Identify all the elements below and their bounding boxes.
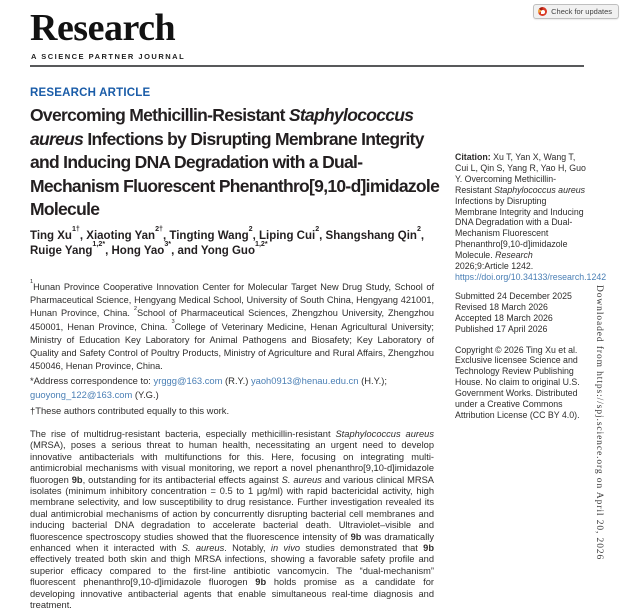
correspondence-note: *Address correspondence to: yrggg@163.com (R.Y.) yaoh0913@henau.edu.cn (H.Y.); guoyong_122@163.com (Y.G.) bbox=[30, 375, 387, 400]
equal-contribution-note: †These authors contributed equally to this work. bbox=[30, 405, 230, 416]
author-list: Ting $Xu^{1\dagger}$, Xiaoting Yan$^{2\dagger}$, Tingting Wang$^2$, Liping Cui$^2$, Shangshang Qin$^2$, Ruige Yang$^{1,2*}$, Hong Yao$^{3*}$, and Yong Guo$^{1,2*}$ bbox=[30, 224, 425, 257]
download-watermark: Downloaded from https://spj.science.org on April 20, 2026 bbox=[594, 285, 604, 561]
inline-link[interactable]: https://doi.org/10.34133/research.1242 bbox=[455, 271, 607, 282]
abstract-text: The rise of multidrug-resistant bacteria, especially methicillin-resistant Staphylococcus aureus (MRSA), poses a serious threat to human health, necessitating an urgent need to develop innovative antibacterials with multifunctions for this. Here, focusing on integrating multi-antimicrobial mechanisms with visual monitoring, we report a novel phenanthro[9,10-d]imidazole fluorogen 9b, outstanding for its antibacterial effects against S. aureus and various clinical MRSA isolates (minimum inhibitory concentration = 0.5 to 1 μg/ml) with rapid bactericidal activity, high membrane selectivity, and low susceptibility to drug resistance. Further investigation revealed its dual antimicrobial mechanisms of action by concurrently disrupting bacterial cell membranes and inducing bacterial DNA degradation to accelerate bacterial death. Ultraviolet–visible and fluorescence spectroscopy studies showed that the fluorescence intensity of 9b was dramatically enhanced when it interacted with S. aureus. Notably, in vivo studies demonstrated that 9b effectively treated both skin and thigh MRSA infections, showing a favorable safety profile and superior efficacy compared to the first-line antibiotic vancomycin. The “dual-mechanism” fluorescent phenanthro[9,10-d]imidazole fluorogen 9b holds promise as a candidate for developing innovative antibacterial agents that enable simultaneous real-time diagnosis and treatment. bbox=[30, 429, 435, 611]
revised-date: Revised 18 March 2026 bbox=[455, 301, 548, 312]
article-title: Overcoming Methicillin-Resistant Staphylococcus aureus Infections by Disrupting Membrane Integrity and Inducing DNA Degradation with a Dual-Mechanism Fluorescent Phenanthro[9,10-d]imidazole Molecule bbox=[30, 105, 440, 219]
article-history bbox=[455, 291, 588, 335]
inline-link[interactable]: yrggg@163.com bbox=[153, 375, 223, 386]
published-date: Published 17 April 2026 bbox=[455, 323, 548, 334]
journal-logo: Research bbox=[30, 7, 176, 49]
crossmark-icon bbox=[538, 7, 547, 16]
inline-link[interactable]: guoyong_122@163.com bbox=[30, 389, 133, 400]
affiliations: $^1$Hunan Province Cooperative Innovation Center for Molecular Target New Drug Study, School of Pharmaceutical Science, Hengyang Medical School, University of South China, Hengyang 421001, Hunan Province, China. $^2$School of Pharmaceutical Sciences, Zhengzhou University, Zhengzhou 450001, Henan Province, China. $^3$College of Veterinary Medicine, Henan Agricultural University; Ministry of Education Key Laboratory for Animal Pathogens and Biosafety; Key Laboratory of Quality and Safety Control of Poultry Products, Ministry of Agriculture and Rural Affairs, Zhengzhou 450046, Henan Province, China. bbox=[30, 279, 434, 372]
accepted-date: Accepted 18 March 2026 bbox=[455, 312, 553, 323]
check-for-updates-button[interactable] bbox=[533, 4, 619, 19]
copyright-notice: Copyright © 2026 Ting Xu et al. Exclusive licensee Science and Technology Review Publishing House. No claim to original U.S. Government Works. Distributed under a Creative Commons Attribution License (CC BY 4.0). bbox=[455, 344, 580, 420]
inline-link[interactable]: yaoh0913@henau.edu.cn bbox=[250, 375, 359, 386]
article-type-label: RESEARCH ARTICLE bbox=[30, 87, 151, 99]
journal-tagline: A SCIENCE PARTNER JOURNAL bbox=[31, 52, 186, 61]
article-info-sidebar bbox=[455, 152, 607, 421]
header-divider bbox=[30, 65, 584, 67]
citation-block: Citation: Xu T, Yan X, Wang T, Cui L, Qin S, Yang R, Yao H, Guo Y. Overcoming Methicillin-Resistant Staphylococcus aureus Infections by Disrupting Membrane Integrity and Inducing DNA Degradation with a Dual-Mechanism Fluorescent Phenanthro[9,10-d]imidazole Molecule. Research 2026;9:Article 1242. https://doi.org/10.34133/research.1242 bbox=[455, 152, 607, 282]
submitted-date: Submitted 24 December 2025 bbox=[455, 290, 572, 301]
check-for-updates-label: Check for updates bbox=[551, 7, 612, 16]
